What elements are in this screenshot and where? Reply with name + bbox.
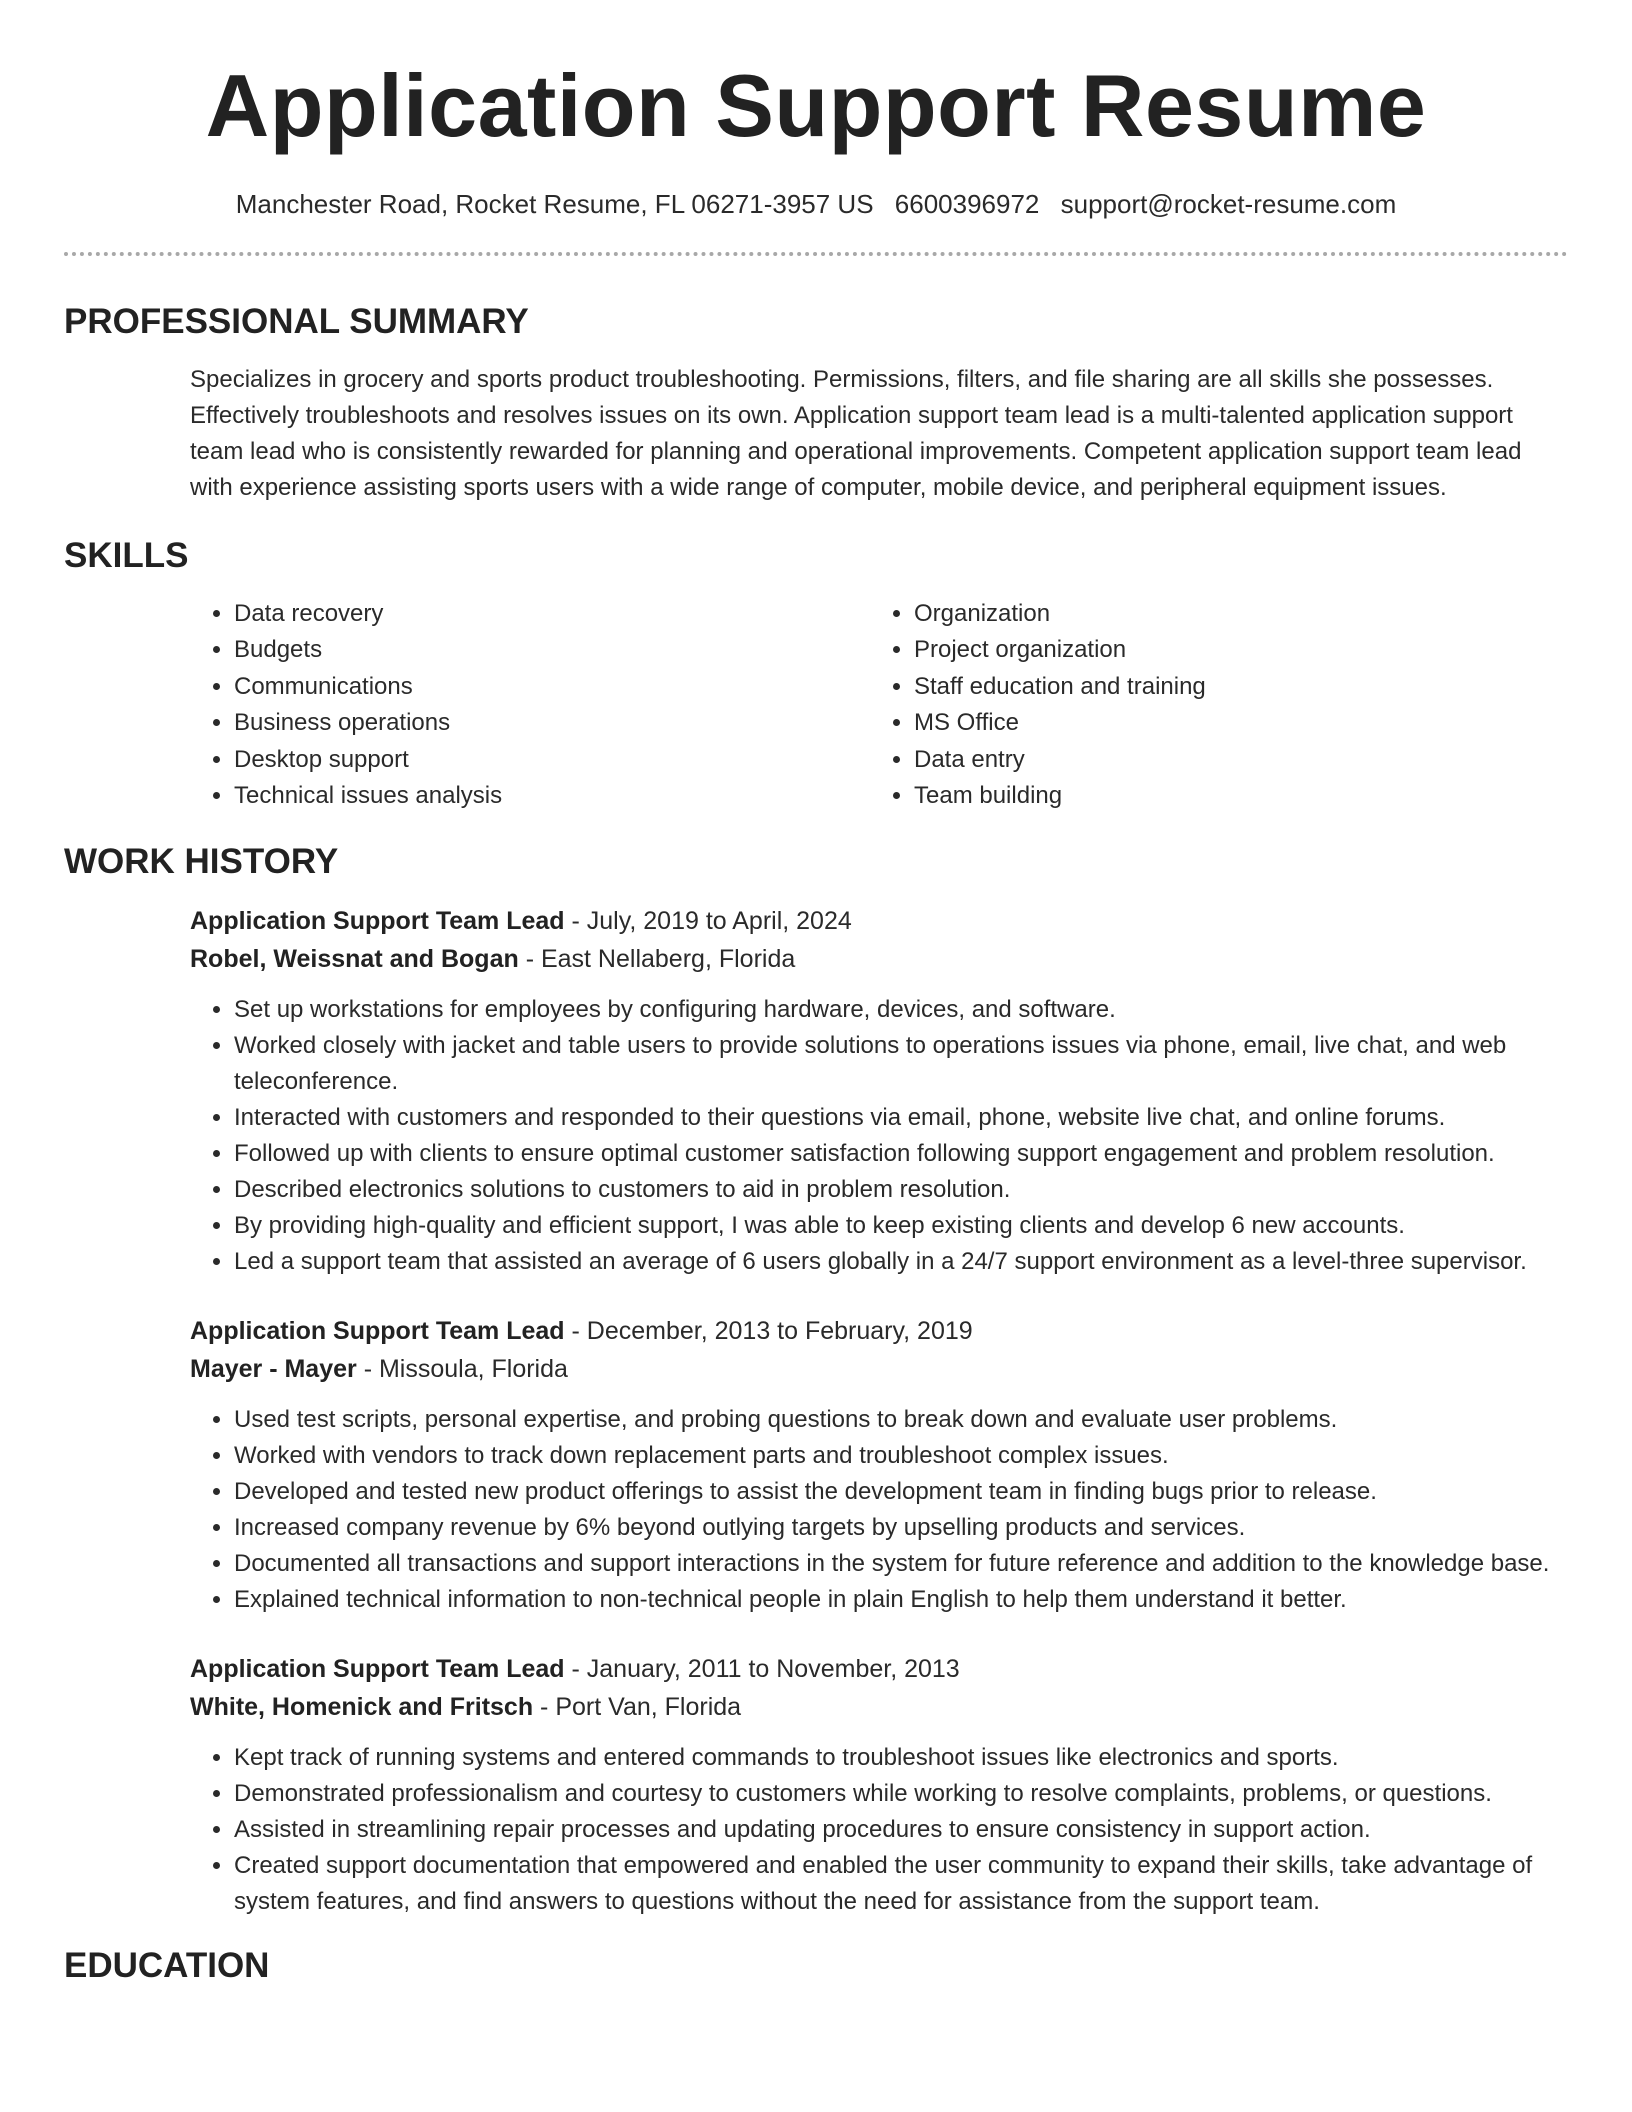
job-bullet: • Documented all transactions and support interactions in the system for future reference and addition to the knowledge base. — [234, 1546, 1568, 1582]
job-entry — [64, 1312, 1568, 1618]
job-title-line — [190, 1312, 1568, 1350]
skill-item: • Organization — [914, 596, 1550, 632]
skill-item: • Desktop support — [234, 742, 870, 778]
job-role: Application Support Team Lead — [190, 1655, 565, 1684]
summary-heading: PROFESSIONAL SUMMARY — [64, 302, 529, 341]
skill-item: • Data recovery — [234, 596, 870, 632]
job-bullet: • Worked with vendors to track down replacement parts and troubleshoot complex issues. — [234, 1438, 1568, 1474]
job-bullets — [190, 1740, 1568, 1920]
job-company: White, Homenick and Fritsch — [190, 1693, 534, 1722]
skill-item: • Data entry — [914, 742, 1550, 778]
job-bullet: • Demonstrated professionalism and courtesy to customers while working to resolve complaints, problems, or questions. — [234, 1776, 1568, 1812]
skill-item: • Budgets — [234, 632, 870, 668]
job-title-line — [190, 1650, 1568, 1688]
job-role: Application Support Team Lead — [190, 1317, 565, 1346]
job-bullet: • Set up workstations for employees by configuring hardware, devices, and software. — [234, 992, 1568, 1028]
job-bullet: • By providing high-quality and efficient support, I was able to keep existing clients and develop 6 new accounts. — [234, 1208, 1568, 1244]
job-company-line — [190, 1350, 1568, 1388]
job-location: - East Nellaberg, Florida — [518, 945, 796, 974]
job-bullet: • Assisted in streamlining repair processes and updating procedures to ensure consistency in support action. — [234, 1812, 1568, 1848]
contact-address: Manchester Road, Rocket Resume, FL 06271-3957 US — [235, 189, 874, 219]
job-company: Robel, Weissnat and Bogan — [190, 945, 519, 974]
skill-item: • Business operations — [234, 705, 870, 741]
skill-item: • Technical issues analysis — [234, 778, 870, 814]
job-bullets — [190, 992, 1568, 1280]
resume-title: Application Support Resume — [205, 56, 1427, 155]
education-heading: EDUCATION — [64, 1946, 270, 1986]
job-location: - Missoula, Florida — [356, 1355, 568, 1384]
header-divider — [64, 252, 1568, 256]
skill-item: • Communications — [234, 669, 870, 705]
summary-text: Specializes in grocery and sports product troubleshooting. Permissions, filters, and file sharing are all skills she possesses. Effectively troubleshoots and resolves issues on its own. Application support team lead is a multi-talented application support team lead who is consistently rewarded for planning and operational improvements. Competent application support team lead with experience assisting sports users with a wide range of computer, mobile device, and peripheral equipment issues. — [190, 366, 1522, 501]
job-bullet: • Worked closely with jacket and table users to provide solutions to operations issues via phone, email, live chat, and web teleconference. — [234, 1028, 1568, 1100]
job-dates: - January, 2011 to November, 2013 — [564, 1655, 960, 1684]
job-bullet: • Kept track of running systems and entered commands to troubleshoot issues like electronics and sports. — [234, 1740, 1568, 1776]
skills-column-left — [190, 596, 870, 814]
skills-heading: SKILLS — [64, 536, 189, 575]
job-bullet: • Described electronics solutions to customers to aid in problem resolution. — [234, 1172, 1568, 1208]
work-history-heading: WORK HISTORY — [64, 842, 339, 882]
job-bullet: • Developed and tested new product offerings to assist the development team in finding bugs prior to release. — [234, 1474, 1568, 1510]
job-bullets — [190, 1402, 1568, 1618]
job-location: - Port Van, Florida — [533, 1693, 742, 1722]
job-company-line — [190, 1688, 1568, 1726]
job-dates: - December, 2013 to February, 2019 — [564, 1317, 973, 1346]
skills-column-right — [870, 596, 1550, 814]
job-company-line — [190, 940, 1568, 978]
job-bullet: • Used test scripts, personal expertise, and probing questions to break down and evaluate user problems. — [234, 1402, 1568, 1438]
skill-item: • Project organization — [914, 632, 1550, 668]
contact-line — [64, 186, 1568, 222]
job-bullet: • Interacted with customers and responded to their questions via email, phone, website live chat, and online forums. — [234, 1100, 1568, 1136]
job-role: Application Support Team Lead — [190, 907, 565, 936]
job-company: Mayer - Mayer — [190, 1355, 357, 1384]
job-entry — [64, 1650, 1568, 1920]
skill-item: • Staff education and training — [914, 669, 1550, 705]
job-bullet: • Created support documentation that empowered and enabled the user community to expand their skills, take advantage of system features, and find answers to questions without the need for assistance from the support team. — [234, 1848, 1568, 1920]
job-bullet: • Led a support team that assisted an average of 6 users globally in a 24/7 support environment as a level-three supervisor. — [234, 1244, 1568, 1280]
job-bullet: • Increased company revenue by 6% beyond outlying targets by upselling products and services. — [234, 1510, 1568, 1546]
job-bullet: • Followed up with clients to ensure optimal customer satisfaction following support engagement and problem resolution. — [234, 1136, 1568, 1172]
contact-phone: 6600396972 — [894, 189, 1040, 219]
skill-item: • Team building — [914, 778, 1550, 814]
skills-list — [64, 596, 1568, 814]
job-dates: - July, 2019 to April, 2024 — [564, 907, 852, 936]
skill-item: • MS Office — [914, 705, 1550, 741]
job-bullet: • Explained technical information to non-technical people in plain English to help them understand it better. — [234, 1582, 1568, 1618]
job-title-line — [190, 902, 1568, 940]
job-entry — [64, 902, 1568, 1280]
contact-email: support@rocket-resume.com — [1060, 189, 1397, 219]
